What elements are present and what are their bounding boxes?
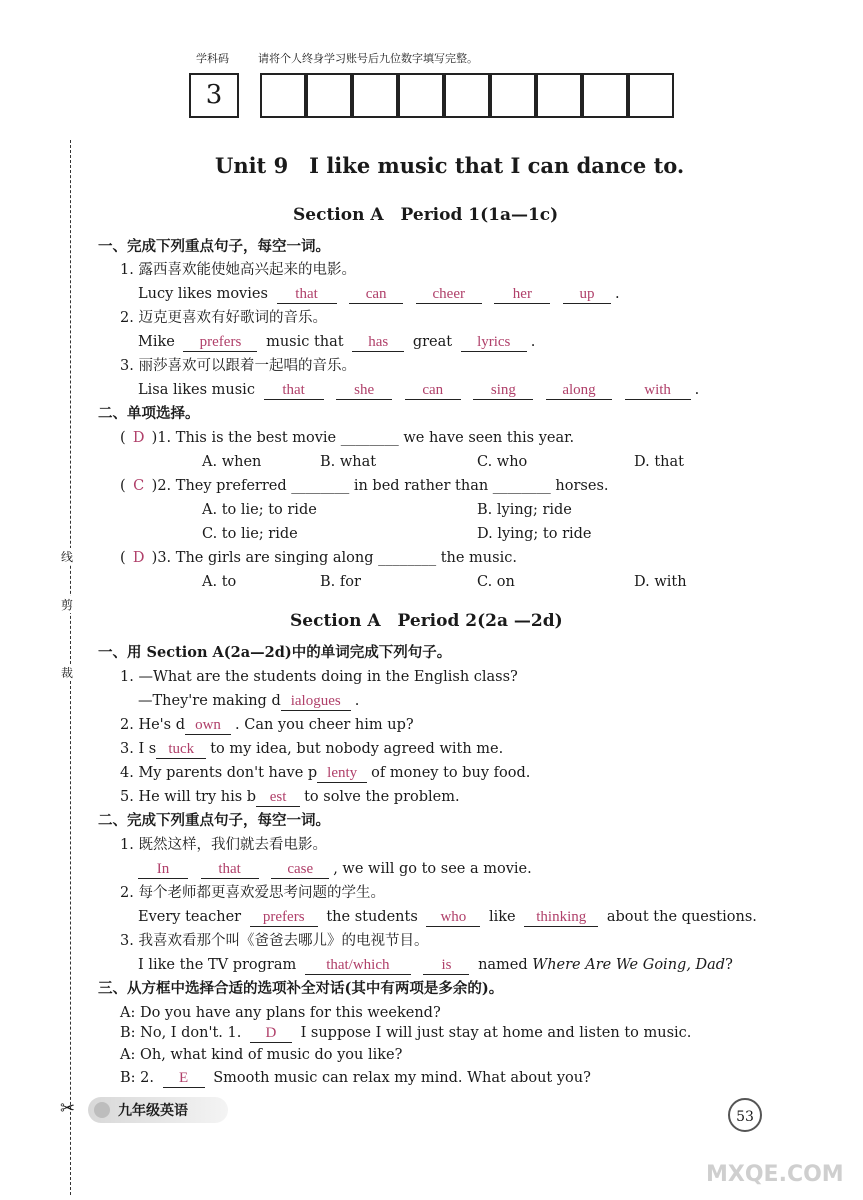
sentence-text: Every teacher xyxy=(138,909,242,925)
sentence-text: Lucy likes movies xyxy=(138,286,268,302)
answer-blank[interactable]: case xyxy=(271,861,329,879)
mc-answer[interactable]: C xyxy=(133,478,145,494)
account-digit-cell[interactable] xyxy=(490,73,536,118)
sentence-text: 5. He will try his b xyxy=(120,789,257,805)
mc-option[interactable]: D. that xyxy=(634,454,684,470)
unit-title: Unit 9 I like music that I can dance to. xyxy=(215,153,685,178)
account-digit-cell[interactable] xyxy=(628,73,674,118)
sentence-text: of money to buy food. xyxy=(371,765,531,781)
account-digit-cell[interactable] xyxy=(536,73,582,118)
sentence-text: Mike xyxy=(138,334,175,350)
answer-blank[interactable]: prefers xyxy=(250,909,318,927)
answer-blank[interactable]: lenty xyxy=(317,765,367,783)
sentence-text: I like the TV program xyxy=(138,957,297,973)
answer-line: I like the TV program that/which is named Where Are We Going, Dad? xyxy=(138,957,733,973)
answer-line xyxy=(120,739,503,759)
question-cn: 2. 迈克更喜欢有好歌词的音乐。 xyxy=(120,310,327,326)
part-heading: 一、完成下列重点句子，每空一词。 xyxy=(98,238,330,255)
mc-option[interactable]: C. who xyxy=(477,454,528,470)
mc-answer[interactable]: D xyxy=(132,430,145,446)
section-title-1: Section A Period 1(1a—1c) xyxy=(293,205,559,225)
sentence-text: named xyxy=(478,957,528,973)
answer-blank[interactable]: prefers xyxy=(183,334,257,352)
sentence-text: 3. I s xyxy=(120,741,157,757)
answer-blank[interactable]: D xyxy=(250,1025,292,1043)
account-digit-cell[interactable] xyxy=(260,73,306,118)
question-cn: 3. 我喜欢看那个叫《爸爸去哪儿》的电视节目。 xyxy=(120,933,429,949)
answer-line: —They're making d ialogues . xyxy=(138,693,360,709)
mc-option[interactable]: A. to lie; to ride xyxy=(202,502,317,518)
sentence-text: —They're making d xyxy=(138,693,281,709)
answer-line xyxy=(120,787,460,807)
mc-answer[interactable]: D xyxy=(132,550,145,566)
mc-option[interactable]: B. what xyxy=(320,454,377,470)
sentence-text: B: No, I don't. 1. xyxy=(120,1025,242,1041)
mc-option[interactable]: D. with xyxy=(634,574,687,590)
mc-option[interactable]: B. lying; ride xyxy=(477,502,572,518)
sentence-text: great xyxy=(412,334,453,350)
mc-option[interactable]: D. lying; to ride xyxy=(477,526,592,542)
question-cn: 3. 丽莎喜欢可以跟着一起唱的音乐。 xyxy=(120,358,356,374)
margin-char-jian: 剪 xyxy=(61,598,74,612)
answer-blank[interactable]: that/which xyxy=(305,957,411,975)
answer-line xyxy=(138,859,532,879)
margin-char-cai: 裁 xyxy=(61,666,74,680)
dialogue-line xyxy=(120,1068,591,1088)
margin-char-xian: 线 xyxy=(61,550,74,564)
page-number: 53 xyxy=(728,1098,762,1132)
badge-dot-icon xyxy=(94,1102,110,1118)
mc-option[interactable]: C. to lie; ride xyxy=(202,526,298,542)
section-title-2: Section A Period 2(2a —2d) xyxy=(290,611,563,631)
question-cn: 2. 每个老师都更喜欢爱思考问题的学生。 xyxy=(120,885,385,901)
account-digit-cell[interactable] xyxy=(582,73,628,118)
answer-blank[interactable]: has xyxy=(352,334,404,352)
sentence-text: Smooth music can relax my mind. What about you? xyxy=(213,1070,591,1086)
answer-blank[interactable]: she xyxy=(336,382,392,400)
mc-stem: )2. They preferred ________ in bed rather than ________ horses. xyxy=(151,478,609,494)
mc-question: ( D )3. The girls are singing along ________ the music. xyxy=(120,550,517,566)
dialogue-line: A: Do you have any plans for this weekend? xyxy=(120,1005,441,1021)
part-heading: 一、用 Section A(2a—2d)中的单词完成下列句子。 xyxy=(98,644,452,661)
account-digit-cell[interactable] xyxy=(306,73,352,118)
sentence-text: 4. My parents don't have p xyxy=(120,765,318,781)
sentence-text: Lisa likes music xyxy=(138,382,255,398)
header-instruction: 请将个人终身学习账号后九位数字填写完整。 xyxy=(258,52,478,65)
answer-blank[interactable]: is xyxy=(423,957,469,975)
answer-blank[interactable]: cheer xyxy=(416,286,482,304)
question-cn: 1. 露西喜欢能使她高兴起来的电影。 xyxy=(120,262,356,278)
answer-blank[interactable]: lyrics xyxy=(461,334,527,352)
mc-option[interactable]: C. on xyxy=(477,574,515,590)
scissors-icon: ✂ xyxy=(60,1098,76,1119)
answer-blank[interactable]: E xyxy=(163,1070,205,1088)
program-title: Where Are We Going, Dad xyxy=(532,957,726,973)
mc-stem: )1. This is the best movie ________ we have seen this year. xyxy=(151,430,575,446)
answer-line xyxy=(120,715,414,735)
answer-blank[interactable]: with xyxy=(625,382,691,400)
answer-blank[interactable]: est xyxy=(256,789,300,807)
mc-question: ( D )1. This is the best movie ________ we have seen this year. xyxy=(120,430,575,446)
answer-blank[interactable]: thinking xyxy=(524,909,598,927)
question-cn: 1. 既然这样，我们就去看电影。 xyxy=(120,837,327,853)
answer-blank[interactable]: own xyxy=(185,717,231,735)
sentence-text: like xyxy=(489,909,516,925)
answer-line xyxy=(138,907,757,927)
part-heading: 二、单项选择。 xyxy=(98,405,200,422)
account-digit-cell[interactable] xyxy=(398,73,444,118)
dialogue-line: A: Oh, what kind of music do you like? xyxy=(120,1047,403,1063)
sentence-text: to solve the problem. xyxy=(304,789,460,805)
answer-line: Lucy likes movies that can cheer her up . xyxy=(138,286,620,302)
sentence-text: 2. He's d xyxy=(120,717,185,733)
dialogue-line xyxy=(120,1023,691,1043)
account-digit-cell[interactable] xyxy=(444,73,490,118)
mc-option[interactable]: A. to xyxy=(202,574,237,590)
footer-label: 九年级英语 xyxy=(118,1103,188,1119)
subject-code-label: 学科码 xyxy=(196,52,229,65)
sentence-text: music that xyxy=(266,334,344,350)
sentence-text: about the questions. xyxy=(606,909,757,925)
sentence-text: B: 2. xyxy=(120,1070,154,1086)
answer-line: Mike prefers music that has great lyrics . xyxy=(138,334,536,350)
answer-blank[interactable]: can xyxy=(349,286,403,304)
answer-blank[interactable]: In xyxy=(138,861,188,879)
answer-blank[interactable]: that xyxy=(264,382,324,400)
part-heading: 三、从方框中选择合适的选项补全对话(其中有两项是多余的)。 xyxy=(98,980,504,997)
sentence-text: , we will go to see a movie. xyxy=(333,861,532,877)
answer-blank[interactable]: up xyxy=(563,286,611,304)
watermark: MXQE.COM xyxy=(706,1162,844,1187)
answer-blank[interactable]: who xyxy=(426,909,480,927)
mc-question: ( C )2. They preferred ________ in bed rather than ________ horses. xyxy=(120,478,609,494)
question-text: 1. —What are the students doing in the English class? xyxy=(120,669,518,685)
answer-blank[interactable]: tuck xyxy=(156,741,206,759)
account-digit-cell[interactable] xyxy=(352,73,398,118)
sentence-text: the students xyxy=(326,909,418,925)
mc-option[interactable]: B. for xyxy=(320,574,361,590)
answer-line: Lisa likes music that she can sing along with . xyxy=(138,382,700,398)
sentence-text: I suppose I will just stay at home and listen to music. xyxy=(300,1025,692,1041)
sentence-text: . Can you cheer him up? xyxy=(235,717,414,733)
subject-code-box: 3 xyxy=(189,73,239,118)
answer-line xyxy=(120,763,530,783)
answer-blank[interactable]: that xyxy=(201,861,259,879)
answer-blank[interactable]: can xyxy=(405,382,461,400)
answer-blank[interactable]: that xyxy=(277,286,337,304)
answer-blank[interactable]: ialogues xyxy=(281,693,351,711)
answer-blank[interactable]: along xyxy=(546,382,612,400)
answer-blank[interactable]: sing xyxy=(473,382,533,400)
mc-stem: )3. The girls are singing along ________ the music. xyxy=(151,550,517,566)
sentence-text: to my idea, but nobody agreed with me. xyxy=(210,741,504,757)
part-heading: 二、完成下列重点句子，每空一词。 xyxy=(98,812,330,829)
mc-option[interactable]: A. when xyxy=(202,454,262,470)
answer-blank[interactable]: her xyxy=(494,286,550,304)
